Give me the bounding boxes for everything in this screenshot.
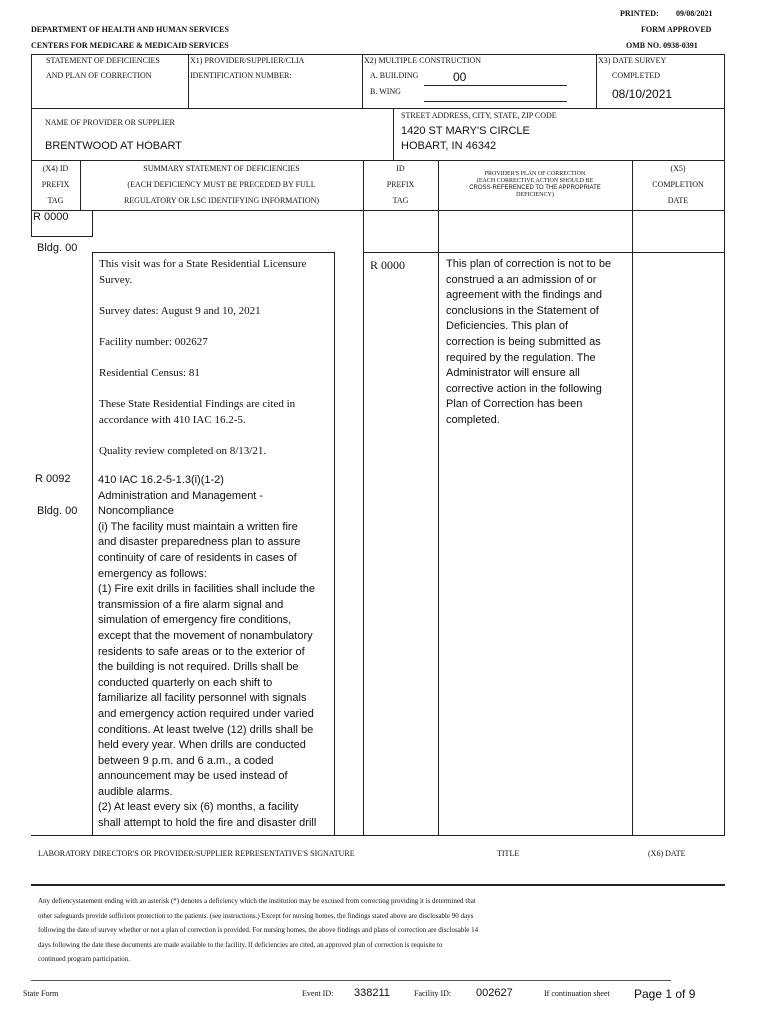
plan-line: This plan of correction is not to be <box>446 258 612 270</box>
multiple-construction-label: X2) MULTIPLE CONSTRUCTION <box>364 56 482 65</box>
disclaimer <box>38 894 718 967</box>
survey-completed-date: 08/10/2021 <box>612 87 673 101</box>
regulation-line: audible alarms. <box>98 785 173 798</box>
regulation-line: (1) Fire exit drills in facilities shall include the <box>98 583 316 596</box>
regulation-line: Administration and Management - <box>98 489 264 502</box>
visit-line2: Survey. <box>99 274 133 286</box>
rule <box>31 210 725 211</box>
continuation-label: If continuation sheet <box>544 989 610 998</box>
id-prefix-label: PREFIX <box>386 180 415 189</box>
centers-title: CENTERS FOR MEDICARE & MEDICAID SERVICES <box>31 41 229 50</box>
rule <box>334 252 335 835</box>
regulation-line: conditions. At least twelve (12) drills shall be <box>98 723 314 736</box>
regulation-text <box>98 473 334 832</box>
quality-review: Quality review completed on 8/13/21. <box>99 445 267 457</box>
title-label: TITLE <box>497 849 520 858</box>
regulation-line: transmission of a fire alarm signal and <box>98 598 284 611</box>
rule <box>93 252 335 253</box>
summary-header-line3: REGULATORY OR LSC IDENTIFYING INFORMATION) <box>123 196 320 205</box>
regulation-line: (i) The facility must maintain a written fire <box>98 520 298 533</box>
plan-line: Administrator will ensure all <box>446 367 580 380</box>
omb-number: OMB NO. 0938-0391 <box>626 41 698 50</box>
summary-header-line2: (EACH DEFICIENCY MUST BE PRECEDED BY FULL <box>127 180 316 189</box>
date-survey-label-line2: COMPLETED <box>612 71 660 80</box>
bldg-label: Bldg. 00 <box>37 242 78 254</box>
regulation-line: simulation of emergency fire conditions, <box>98 614 292 627</box>
disclaimer-line: other safeguards provide sufficient protection to the patients. (see instructions.) Except for nursing homes, the findings stated above are disclosable 90 days <box>38 911 474 920</box>
rule <box>31 160 725 161</box>
tag-r0092: R 0092 <box>35 473 71 485</box>
x5-label: (X5) <box>670 164 686 173</box>
plan-header-line1: PROVIDER'S PLAN OF CORRECTION <box>484 171 586 177</box>
tag-r0000: R 0000 <box>33 211 69 223</box>
regulation-line: announcement may be used instead of <box>98 770 288 783</box>
rule <box>724 210 725 835</box>
rule <box>633 252 725 253</box>
right-tag-r0000: R 0000 <box>370 258 406 272</box>
street-address-line2: HOBART, IN 46342 <box>401 140 497 152</box>
plan-line: correction is being submitted as <box>446 335 601 348</box>
rule <box>438 210 439 835</box>
rule <box>92 210 93 237</box>
footer-rule <box>31 980 671 981</box>
provider-id-label-line1: X1) PROVIDER/SUPPLIER/CLIA <box>190 56 305 65</box>
plan-line: construed a an admission of or <box>446 273 597 286</box>
rule <box>439 252 633 253</box>
plan-line: required by the regulation. The <box>446 351 596 364</box>
plan-header-line3: CROSS-REFERENCED TO THE APPROPRIATE <box>469 185 601 191</box>
regulation-line: residents to safe areas or to the exterior of <box>98 645 305 658</box>
signature-label: LABORATORY DIRECTOR'S OR PROVIDER/SUPPLIER REPRESENTATIVE'S SIGNATURE <box>38 849 355 858</box>
rule <box>724 160 725 210</box>
building-label: A. BUILDING <box>370 71 419 80</box>
regulation-line: between 9 p.m. and 6 a.m., a coded <box>98 754 274 767</box>
rule <box>31 108 725 109</box>
signature-date-label: (X6) DATE <box>648 849 686 858</box>
building-underline <box>424 85 567 86</box>
regulation-line: (2) At least every six (6) months, a facility <box>98 801 299 814</box>
printed-date: 09/08/2021 <box>676 9 713 18</box>
wing-label: B. WING <box>370 87 401 96</box>
rule <box>362 54 363 108</box>
provider-name: BRENTWOOD AT HOBART <box>45 140 182 152</box>
bldg-label-2: Bldg. 00 <box>37 505 78 517</box>
facility-id-value: 002627 <box>476 987 513 999</box>
top-rule <box>31 54 725 55</box>
event-id-value: 338211 <box>354 987 390 999</box>
rule <box>31 54 32 108</box>
street-address-line1: 1420 ST MARY'S CIRCLE <box>401 125 530 137</box>
regulation-line: except that the movement of nonambulatory <box>98 629 313 642</box>
printed-label: PRINTED: <box>620 9 659 18</box>
completion-date-label: DATE <box>667 196 689 205</box>
plan-line: corrective action in the following <box>446 382 602 395</box>
regulation-line: and emergency action required under varied <box>98 707 314 720</box>
event-id-label: Event ID: <box>302 989 334 998</box>
rule <box>363 210 364 835</box>
disclaimer-line: following the date of survey whether or not a plan of correction is provided. For nursing homes, the above findings and plans of correction are disclosable 14 <box>38 926 479 935</box>
rule <box>632 210 633 835</box>
survey-dates: Survey dates: August 9 and 10, 2021 <box>99 305 261 317</box>
building-value: 00 <box>453 70 467 84</box>
completion-label: COMPLETION <box>652 180 704 189</box>
rule <box>31 108 32 160</box>
rule <box>188 54 189 108</box>
state-form-label: State Form <box>23 989 59 998</box>
plan-line: Plan of Correction has been <box>446 398 583 411</box>
x4-tag-label: TAG <box>47 196 64 205</box>
form-approved: FORM APPROVED <box>641 25 712 34</box>
x4-label: (X4) ID <box>42 164 69 173</box>
findings-line2: accordance with 410 IAC 16.2-5. <box>99 414 246 426</box>
regulation-line: and disaster preparedness plan to assure <box>98 536 301 549</box>
regulation-line: Noncompliance <box>98 505 174 518</box>
disclaimer-line: Any defiencystatement ending with an asterisk (*) denotes a deficiency which the institution may be excused from correcting providing it is determined that <box>38 897 476 905</box>
wing-underline <box>424 101 567 102</box>
page-number: Page 1 of 9 <box>634 987 696 1001</box>
rule <box>364 252 439 253</box>
disclaimer-line: days following the date these documents are made available to the facility. If deficiencies are cited, an approved plan of correction is requisite to <box>38 940 443 949</box>
disclaimer-line: continued program participation. <box>38 955 130 964</box>
rule <box>31 236 93 237</box>
rule <box>31 210 32 237</box>
rule <box>31 835 725 836</box>
rule <box>596 54 597 108</box>
regulation-line: emergency as follows: <box>98 567 207 580</box>
regulation-line: the building is not required. Drills shall be <box>98 661 299 674</box>
facility-id-label: Facility ID: <box>414 989 452 998</box>
regulation-line: continuity of care of residents in cases of <box>98 551 297 564</box>
plan-header-line4: DEFICIENCY) <box>516 192 554 198</box>
id-label: ID <box>396 164 405 173</box>
plan-line: conclusions in the Statement of <box>446 304 599 317</box>
regulation-line: shall attempt to hold the fire and disaster drill <box>98 817 317 830</box>
id-tag-label: TAG <box>392 196 409 205</box>
residential-census: Residential Census: 81 <box>99 367 200 379</box>
plan-of-correction-text <box>446 257 630 429</box>
date-survey-label-line1: X3) DATE SURVEY <box>598 56 667 65</box>
findings-line1: These State Residential Findings are cited in <box>99 398 296 410</box>
street-address-label: STREET ADDRESS, CITY, STATE, ZIP CODE <box>401 111 557 120</box>
plan-line: agreement with the findings and <box>446 289 602 302</box>
provider-id-label-line2: IDENTIFICATION NUMBER: <box>190 71 292 80</box>
x4-prefix-label: PREFIX <box>41 180 70 189</box>
plan-header-line2: (EACH CORRECTIVE ACTION SHOULD BE <box>476 178 594 184</box>
department-title: DEPARTMENT OF HEALTH AND HUMAN SERVICES <box>31 25 229 34</box>
statement-label-line1: STATEMENT OF DEFICIENCIES <box>46 56 160 65</box>
signature-rule <box>31 884 725 886</box>
regulation-line: 410 IAC 16.2-5-1.3(i)(1-2) <box>98 474 224 486</box>
regulation-line: held every year. When drills are conducted <box>98 739 306 752</box>
rule <box>393 108 394 160</box>
plan-line: completed. <box>446 413 500 426</box>
statement-label-line2: AND PLAN OF CORRECTION <box>46 71 152 80</box>
rule <box>724 54 725 160</box>
regulation-line: conducted quarterly on each shift to <box>98 676 273 689</box>
rule <box>92 252 93 835</box>
visit-line1: This visit was for a State Residential Licensure <box>99 258 307 270</box>
provider-name-label: NAME OF PROVIDER OR SUPPLIER <box>45 118 175 127</box>
plan-line: Deficiencies. This plan of <box>446 320 569 333</box>
facility-number: Facility number: 002627 <box>99 336 208 348</box>
summary-header-line1: SUMMARY STATEMENT OF DEFICIENCIES <box>143 164 300 173</box>
regulation-line: familiarize all facility personnel with signals <box>98 692 307 705</box>
